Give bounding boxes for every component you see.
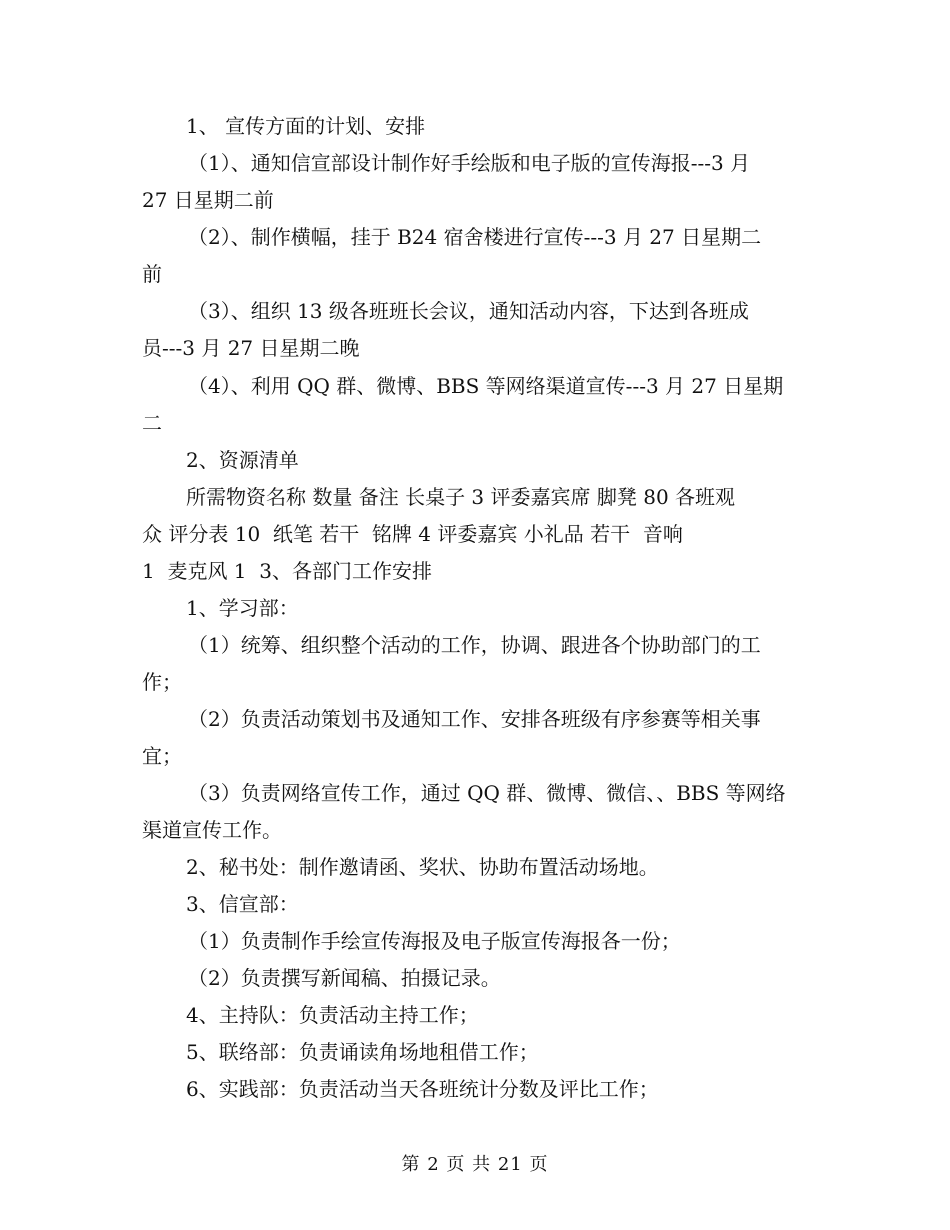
text-line: （3）负责网络宣传工作，通过 QQ 群、微博、微信、、BBS 等网络 [188,781,786,805]
page-number-footer: 第 2 页 共 21 页 [401,1154,549,1175]
text-line: （4）、利用 QQ 群、微博、BBS 等网络渠道宣传---3 月 27 日星期 [188,374,784,398]
text-line: 1、 宣传方面的计划、安排 [186,114,426,138]
text-line: （2）负责撰写新闻稿、拍摄记录。 [188,966,501,990]
text-line: 6、实践部：负责活动当天各班统计分数及评比工作； [186,1077,659,1101]
text-line: 1、学习部： [186,596,299,620]
text-line: 宜； [142,744,182,768]
text-line: 二 [142,411,162,435]
text-line: （1）负责制作手绘宣传海报及电子版宣传海报各一份； [188,929,681,953]
text-line: 4、主持队：负责活动主持工作； [186,1003,479,1027]
text-line: （2）负责活动策划书及通知工作、安排各班级有序参赛等相关事 [188,707,761,731]
text-line: （1）统筹、组织整个活动的工作，协调、跟进各个协助部门的工 [188,633,761,657]
text-line: 1 麦克风 1 3、各部门工作安排 [142,559,432,583]
text-line: 前 [142,262,162,286]
text-line: 3、信宣部： [186,892,299,916]
text-line: 众 评分表 10 纸笔 若干 铭牌 4 评委嘉宾 小礼品 若干 音响 [142,522,683,546]
text-line: 所需物资名称 数量 备注 长桌子 3 评委嘉宾席 脚凳 80 各班观 [186,485,736,509]
text-line: （1）、通知信宣部设计制作好手绘版和电子版的宣传海报---3 月 [188,151,751,175]
section-heading: 2、资源清单 [186,448,299,472]
text-line: 渠道宣传工作。 [142,818,282,842]
text-line: 2、秘书处：制作邀请函、奖状、协助布置活动场地。 [186,855,659,879]
text-line: 27 日星期二前 [142,188,274,212]
text-line: 员---3 月 27 日星期二晚 [142,336,360,360]
text-line: 作； [142,670,182,694]
text-line: （2）、制作横幅，挂于 B24 宿舍楼进行宣传---3 月 27 日星期二 [188,225,762,249]
text-line: （3）、组织 13 级各班班长会议，通知活动内容，下达到各班成 [188,299,749,323]
text-line: 5、联络部：负责诵读角场地租借工作； [186,1040,539,1064]
